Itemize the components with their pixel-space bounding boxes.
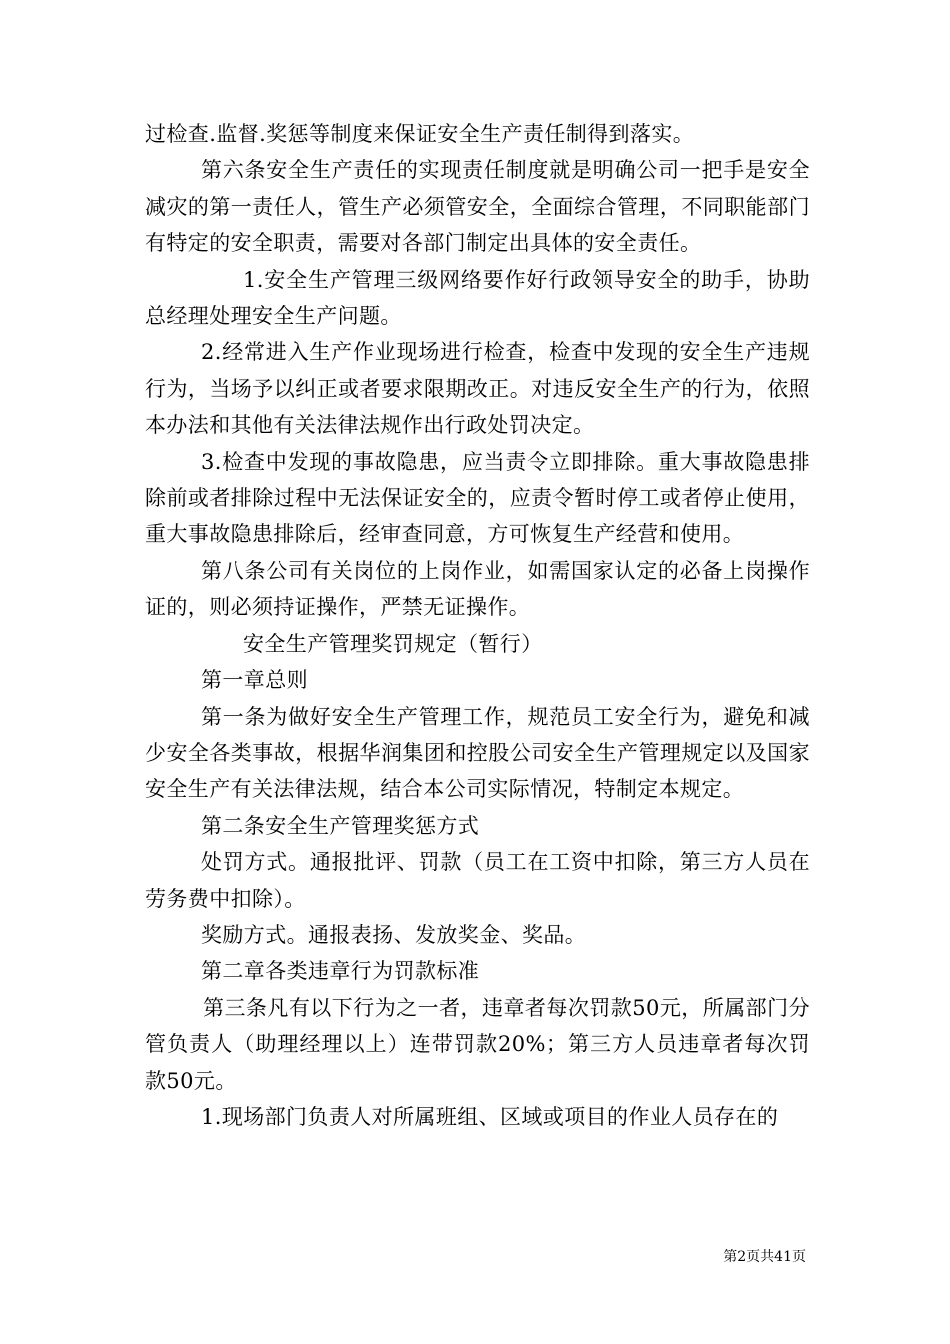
paragraph-article-2: 第二条安全生产管理奖惩方式 — [201, 813, 480, 838]
chapter-1-heading: 第一章总则 — [201, 668, 308, 693]
paragraph-article-3: 第三条凡有以下行为之一者，违章者每次罚款50元，所属部门分管负责人（助理经理以上）连带罚款20%；第三方人员违章者每次罚款50元。 — [145, 995, 810, 1093]
paragraph-item-2: 2.经常进入生产作业现场进行检查，检查中发现的安全生产违规行为，当场予以纠正或者要求限期改正。对违反安全生产的行为，依照本办法和其他有关法律法规作出行政处罚决定。 — [145, 340, 810, 438]
paragraph-article-3-item-1: 1.现场部门负责人对所属班组、区域或项目的作业人员存在的 — [201, 1104, 779, 1129]
paragraph-article-8: 第八条公司有关岗位的上岗作业，如需国家认定的必备上岗操作证的，则必须持证操作，严禁无证操作。 — [145, 558, 810, 620]
document-body — [145, 116, 810, 1135]
paragraph-continuation: 过检查.监督.奖惩等制度来保证安全生产责任制得到落实。 — [145, 122, 695, 146]
section-title: 安全生产管理奖罚规定（暂行） — [243, 631, 543, 656]
chapter-2-heading: 第二章各类违章行为罚款标准 — [201, 959, 480, 984]
paragraph-item-3: 3.检查中发现的事故隐患，应当责令立即排除。重大事故隐患排除前或者排除过程中无法保证安全的，应责令暂时停工或者停止使用，重大事故隐患排除后，经审查同意，方可恢复生产经营和使用。 — [145, 449, 810, 547]
paragraph-reward-methods: 奖励方式。通报表扬、发放奖金、奖品。 — [201, 922, 587, 947]
paragraph-penalty-methods: 处罚方式。通报批评、罚款（员工在工资中扣除，第三方人员在劳务费中扣除）。 — [145, 850, 810, 911]
paragraph-item-1: 1.安全生产管理三级网络要作好行政领导安全的助手，协助总经理处理安全生产问题。 — [145, 267, 810, 329]
page-number-footer: 第2页共41页 — [723, 1249, 806, 1265]
paragraph-article-1: 第一条为做好安全生产管理工作，规范员工安全行为，避免和减少安全各类事故，根据华润集团和控股公司安全生产管理规定以及国家安全生产有关法律法规，结合本公司实际情况，特制定本规定。 — [145, 704, 810, 802]
paragraph-article-6: 第六条安全生产责任的实现责任制度就是明确公司一把手是安全减灾的第一责任人，管生产必须管安全，全面综合管理，不同职能部门有特定的安全职责，需要对各部门制定出具体的安全责任。 — [145, 158, 810, 256]
